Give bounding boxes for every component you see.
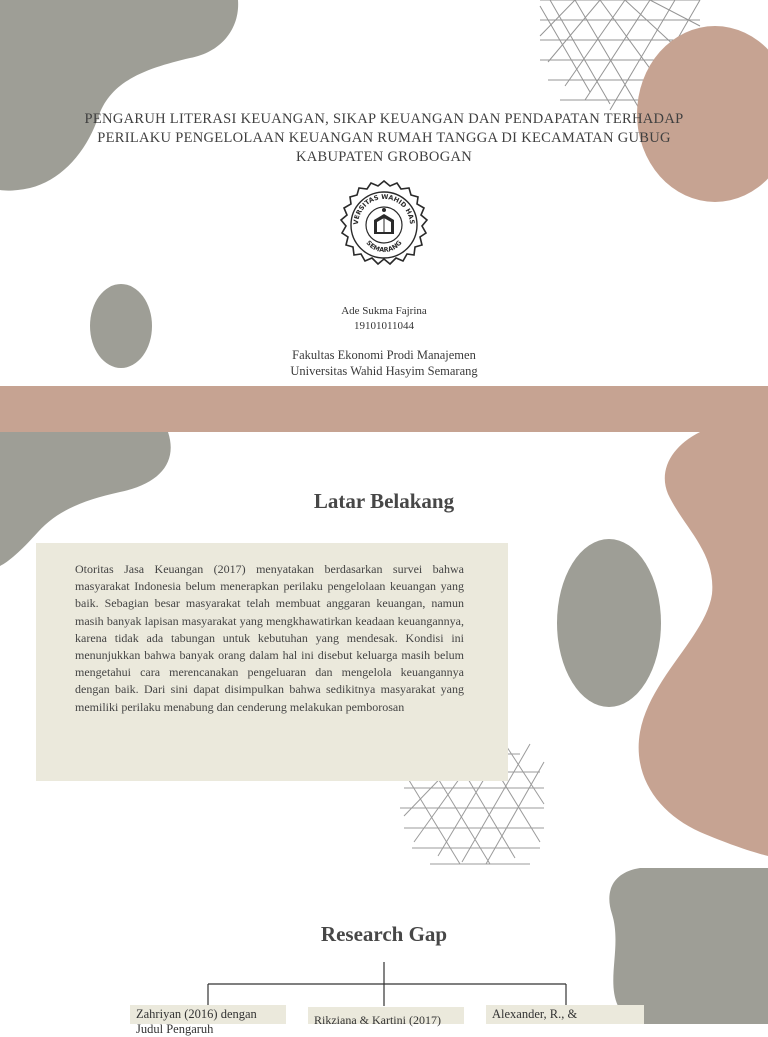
svg-text:SEMARANG: SEMARANG bbox=[364, 238, 404, 255]
connector-lines bbox=[208, 962, 566, 1006]
gray-blob-right bbox=[557, 539, 661, 707]
research-gap-box-1 bbox=[130, 1005, 286, 1036]
university-name: Universitas Wahid Hasyim Semarang bbox=[290, 364, 478, 378]
research-gap-box-3-text: Alexander, R., & bbox=[492, 1007, 578, 1021]
gray-blob-left bbox=[90, 284, 152, 368]
faculty-name: Fakultas Ekonomi Prodi Manajemen bbox=[292, 348, 476, 362]
research-gap-box-1-text: Zahriyan (2016) dengan Judul Pengaruh bbox=[136, 1007, 257, 1036]
author-id: 19101011044 bbox=[353, 320, 415, 332]
institution-block bbox=[184, 347, 584, 379]
research-gap-box-2 bbox=[308, 1007, 464, 1027]
svg-text:UNIVERSITAS WAHID HASYIM: VERSITAS WAHID HAS bbox=[351, 192, 417, 226]
research-gap-box-3 bbox=[486, 1005, 644, 1024]
slide-divider bbox=[0, 386, 768, 432]
background-paragraph: Otoritas Jasa Keuangan (2017) menyatakan berdasarkan survei bahwa masyarakat Indonesia belum menerapkan perilaku pengelolaan keuangan yang baik. Sebagian besar masyarakat telah membuat anggaran keuangan, namun masih banyak lapisan masyarakat yang mengkhawatirkan keadaan keuangannya, karena tidak ada tabungan untuk kebutuhan yang mendesak. Kondisi ini menunjukkan bahwa banyak orang dalam hal ini disebut keluarga masih belum mengetahui cara merencanakan pengeluaran dan mengelola keuangannya dengan baik. Dari sini dapat disimpulkan bahwa sedikitnya masyarakat yang memiliki perilaku menabung dan cenderung melakukan pemborosan bbox=[75, 562, 464, 714]
title-slide bbox=[0, 0, 768, 386]
university-seal-icon bbox=[339, 180, 429, 270]
author-name: Ade Sukma Fajrina bbox=[341, 305, 427, 317]
background-slide bbox=[0, 432, 768, 1036]
author-block bbox=[234, 304, 534, 334]
research-gap-box-2-text: Rikziana & Kartini (2017) bbox=[314, 1013, 441, 1027]
presentation-title: PENGARUH LITERASI KEUANGAN, SIKAP KEUANGAN DAN PENDAPATAN TERHADAP PERILAKU PENGELOLAAN KEUANGAN RUMAH TANGGA DI KECAMATAN GUBUG KABUPATEN GROBOGAN bbox=[84, 111, 684, 165]
section-heading-research-gap: Research Gap bbox=[320, 922, 448, 946]
gray-blob-bottom-right bbox=[609, 868, 768, 1024]
section-heading-background: Latar Belakang bbox=[313, 489, 455, 513]
